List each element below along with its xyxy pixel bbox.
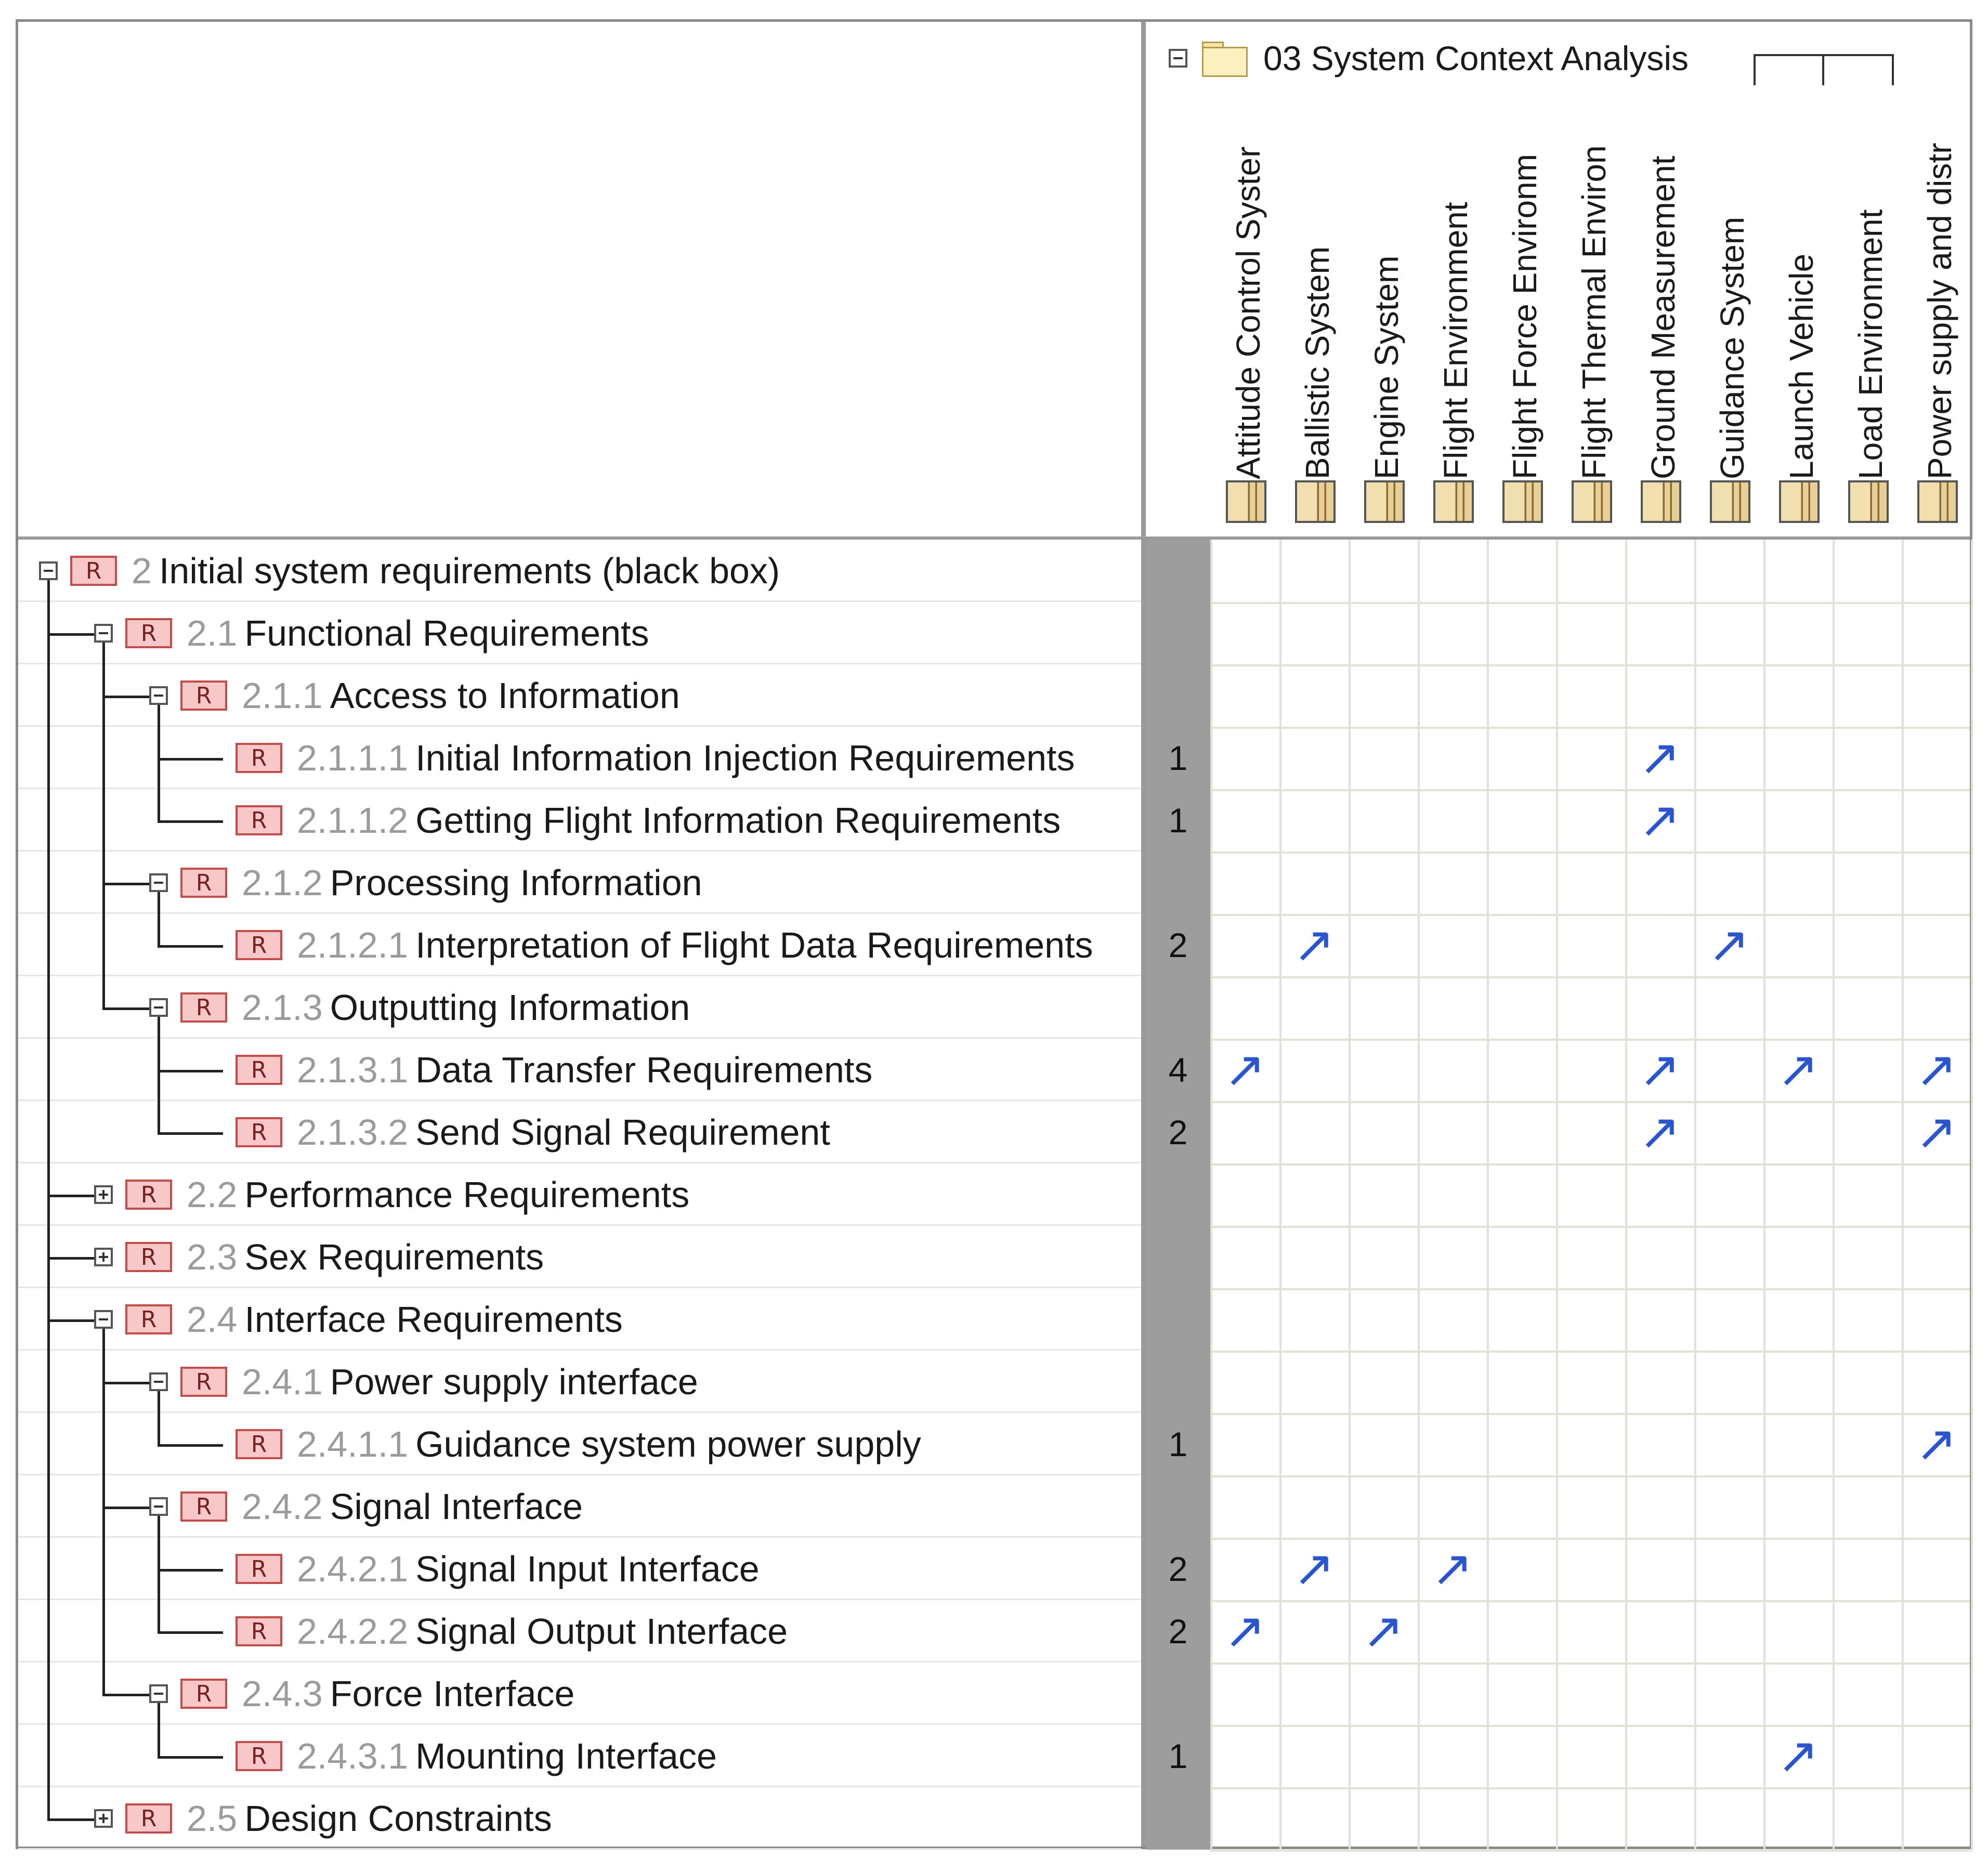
- requirement-title: Mounting Interface: [415, 1736, 717, 1776]
- requirement-number: 2: [132, 551, 152, 591]
- tree-connector: [102, 1507, 149, 1509]
- column-name[interactable]: Guidance System: [1714, 216, 1751, 479]
- block-icon: [1226, 480, 1266, 523]
- requirement-title: Initial system requirements (black box): [159, 551, 780, 591]
- relation-count: 2: [1146, 1101, 1210, 1163]
- requirement-number: 2.1.2: [242, 862, 323, 903]
- relation-arrow-icon[interactable]: ↗: [1639, 1104, 1681, 1160]
- requirement-number: 2.4.3.1: [297, 1736, 409, 1776]
- column-name[interactable]: Ballistic System: [1299, 246, 1336, 479]
- relation-count: 4: [1146, 1039, 1210, 1101]
- row-header[interactable]: [18, 1787, 1217, 1850]
- table-row[interactable]: [18, 540, 1970, 602]
- requirement-number: 2.1.1.1: [297, 738, 409, 778]
- row-header[interactable]: [18, 1475, 1272, 1538]
- requirement-number: 2.3: [187, 1237, 238, 1277]
- tree-connector: [102, 1694, 149, 1696]
- requirement-title: Initial Information Injection Requirements: [415, 738, 1075, 778]
- block-icon: [1502, 480, 1543, 523]
- tree-connector: [158, 1391, 160, 1446]
- table-row[interactable]: [18, 1288, 1970, 1351]
- relation-arrow-icon[interactable]: ↗: [1639, 1042, 1681, 1097]
- requirement-number: 2.4: [187, 1299, 238, 1340]
- tree-connector: [47, 1257, 94, 1260]
- row-header[interactable]: [18, 1226, 1217, 1288]
- relation-arrow-icon[interactable]: ↗: [1293, 917, 1335, 973]
- requirement-title: Outputting Information: [330, 987, 690, 1028]
- column-name[interactable]: Launch Vehicle: [1783, 253, 1820, 479]
- block-icon: [1917, 480, 1958, 523]
- table-row[interactable]: [18, 914, 1970, 976]
- requirement-icon: R: [180, 1679, 227, 1709]
- relation-arrow-icon[interactable]: ↗: [1639, 792, 1681, 848]
- block-icon: [1848, 480, 1889, 523]
- requirement-number: 2.4.2.2: [297, 1611, 409, 1652]
- requirement-number: 2.4.2: [242, 1486, 323, 1527]
- relation-count: 2: [1146, 914, 1210, 976]
- requirement-icon: R: [180, 992, 227, 1023]
- relation-arrow-icon[interactable]: ↗: [1777, 1728, 1819, 1784]
- column-header: [1145, 22, 1970, 540]
- column-name[interactable]: Engine System: [1368, 255, 1405, 479]
- requirement-title: Power supply interface: [330, 1362, 698, 1402]
- requirement-title: Guidance system power supply: [415, 1424, 921, 1464]
- requirement-title: Processing Information: [330, 862, 702, 903]
- expand-icon[interactable]: [94, 1185, 113, 1204]
- package-folder-icon: [1202, 42, 1248, 75]
- relation-count: 1: [1146, 1413, 1210, 1475]
- column-name[interactable]: Flight Environment: [1437, 202, 1474, 479]
- requirement-title: Interpretation of Flight Data Requirements: [415, 925, 1093, 965]
- relation-count: [1146, 1475, 1210, 1538]
- requirement-icon: R: [236, 1741, 282, 1771]
- requirement-icon: R: [236, 930, 282, 960]
- column-name[interactable]: Power supply and distr: [1921, 142, 1958, 479]
- collapse-icon[interactable]: [94, 1310, 113, 1329]
- relation-arrow-icon[interactable]: ↗: [1431, 1541, 1473, 1596]
- table-row[interactable]: [18, 1163, 1970, 1226]
- requirement-title: Signal Input Interface: [415, 1549, 760, 1589]
- relation-count: 2: [1146, 1538, 1210, 1600]
- table-row[interactable]: [18, 1226, 1970, 1288]
- package-connector: [1822, 54, 1824, 85]
- tree-connector: [102, 1329, 105, 1695]
- row-header[interactable]: [18, 1288, 1217, 1351]
- table-row[interactable]: [18, 1538, 1970, 1600]
- requirement-number: 2.4.1.1: [297, 1424, 409, 1464]
- requirement-title: Send Signal Requirement: [415, 1112, 830, 1153]
- relation-count: [1146, 1351, 1210, 1413]
- row-header[interactable]: [18, 852, 1272, 914]
- requirement-icon: R: [236, 805, 282, 835]
- requirement-icon: R: [180, 1491, 227, 1522]
- row-separator: [18, 1848, 1141, 1850]
- row-header[interactable]: [18, 540, 1162, 602]
- tree-connector: [102, 1007, 149, 1010]
- collapse-icon[interactable]: [149, 686, 168, 705]
- collapse-icon[interactable]: [149, 1684, 168, 1703]
- dependency-matrix: [16, 19, 1972, 1849]
- requirement-icon: R: [180, 680, 227, 711]
- tree-connector: [158, 758, 223, 761]
- block-icon: [1779, 480, 1820, 523]
- requirement-number: 2.1.3.1: [297, 1050, 409, 1090]
- requirement-number: 2.1.1.2: [297, 800, 409, 841]
- requirement-number: 2.5: [187, 1798, 238, 1839]
- relation-arrow-icon[interactable]: ↗: [1224, 1603, 1266, 1659]
- collapse-icon[interactable]: [149, 998, 168, 1017]
- column-name[interactable]: Flight Force Environm: [1506, 154, 1544, 479]
- grid-row-line: [1210, 1850, 1970, 1852]
- requirement-title: Design Constraints: [244, 1798, 552, 1839]
- relation-count: 2: [1146, 1600, 1210, 1662]
- requirement-icon: R: [236, 1055, 282, 1085]
- tree-connector: [102, 1382, 149, 1384]
- requirement-title: Sex Requirements: [244, 1237, 544, 1277]
- block-icon: [1710, 480, 1750, 523]
- requirement-icon: R: [125, 1803, 172, 1834]
- requirement-title: Interface Requirements: [244, 1299, 623, 1340]
- relation-arrow-icon[interactable]: ↗: [1777, 1042, 1819, 1097]
- block-icon: [1641, 480, 1681, 523]
- table-row[interactable]: [18, 1413, 1970, 1475]
- block-icon: [1572, 480, 1612, 523]
- table-row[interactable]: [18, 1600, 1970, 1662]
- package-header-row[interactable]: [1169, 32, 1689, 84]
- column-name[interactable]: Load Environment: [1852, 209, 1889, 479]
- relation-count: [1146, 1226, 1210, 1288]
- table-row[interactable]: [18, 1662, 1970, 1725]
- table-row[interactable]: [18, 852, 1970, 914]
- tree-connector: [158, 1703, 160, 1758]
- requirement-icon: R: [125, 1242, 172, 1272]
- row-header[interactable]: [18, 1163, 1217, 1226]
- tree-connector: [158, 1070, 223, 1072]
- tree-connector: [47, 1818, 94, 1821]
- relation-count: [1146, 1662, 1210, 1725]
- requirement-number: 2.1.3.2: [297, 1112, 409, 1153]
- requirement-icon: R: [236, 1616, 282, 1646]
- tree-connector: [158, 892, 160, 947]
- collapse-icon[interactable]: [94, 624, 113, 643]
- requirement-number: 2.4.2.1: [297, 1549, 409, 1589]
- requirement-icon: R: [236, 1429, 282, 1459]
- requirement-number: 2.1.2.1: [297, 925, 409, 965]
- requirement-title: Signal Interface: [330, 1486, 583, 1527]
- table-row[interactable]: [18, 1725, 1970, 1787]
- requirement-icon: R: [70, 556, 117, 586]
- column-name[interactable]: Ground Measurement: [1644, 155, 1682, 479]
- requirement-number: 2.4.1: [242, 1362, 323, 1402]
- tree-connector: [158, 1132, 223, 1135]
- table-row[interactable]: [18, 1475, 1970, 1538]
- package-connector: [1754, 54, 1756, 85]
- relation-arrow-icon[interactable]: ↗: [1224, 1042, 1266, 1097]
- tree-connector: [158, 1569, 223, 1572]
- collapse-icon[interactable]: [149, 1372, 168, 1391]
- relation-count: [1146, 602, 1210, 664]
- relation-count: [1146, 540, 1210, 602]
- row-header[interactable]: [18, 1351, 1272, 1413]
- row-header[interactable]: [18, 602, 1217, 664]
- expand-icon[interactable]: [94, 1248, 113, 1266]
- requirement-icon: R: [236, 1117, 282, 1147]
- relation-count: [1146, 1787, 1210, 1850]
- tree-connector: [158, 1631, 223, 1634]
- relation-arrow-icon[interactable]: ↗: [1293, 1541, 1335, 1596]
- requirement-icon: R: [180, 868, 227, 898]
- column-name[interactable]: Flight Thermal Environ: [1575, 145, 1613, 479]
- tree-connector: [47, 1319, 94, 1322]
- requirement-title: Getting Flight Information Requirements: [415, 800, 1061, 841]
- relation-arrow-icon[interactable]: ↗: [1708, 917, 1750, 973]
- tree-connector: [102, 883, 149, 885]
- requirement-title: Data Transfer Requirements: [415, 1050, 873, 1090]
- matrix-corner: [18, 22, 1145, 540]
- tree-connector: [158, 1017, 160, 1134]
- relation-count: [1146, 1163, 1210, 1226]
- tree-connector: [158, 1756, 223, 1759]
- relation-count: [1146, 976, 1210, 1039]
- table-row[interactable]: [18, 602, 1970, 664]
- tree-connector: [47, 580, 50, 1820]
- grid-column-line: [1971, 540, 1973, 1852]
- collapse-icon[interactable]: [1169, 49, 1187, 68]
- tree-connector: [102, 643, 105, 1009]
- table-row[interactable]: [18, 1351, 1970, 1413]
- relation-count: [1146, 664, 1210, 727]
- tree-connector: [158, 820, 223, 823]
- requirement-icon: R: [125, 618, 172, 648]
- relation-arrow-icon[interactable]: ↗: [1915, 1042, 1957, 1097]
- requirement-title: Signal Output Interface: [415, 1611, 788, 1652]
- tree-connector: [102, 696, 149, 698]
- requirement-title: Force Interface: [330, 1673, 575, 1714]
- requirement-number: 2.4.3: [242, 1673, 323, 1714]
- tree-connector: [47, 633, 94, 636]
- relation-arrow-icon[interactable]: ↗: [1639, 730, 1681, 786]
- relation-arrow-icon[interactable]: ↗: [1362, 1603, 1404, 1659]
- row-header[interactable]: [18, 1662, 1272, 1725]
- requirement-icon: R: [125, 1304, 172, 1334]
- requirement-icon: R: [125, 1180, 172, 1210]
- tree-connector: [158, 945, 223, 948]
- tree-connector: [47, 1195, 94, 1197]
- requirement-icon: R: [236, 743, 282, 773]
- column-name[interactable]: Attitude Control Syster: [1230, 146, 1267, 479]
- tree-connector: [158, 1516, 160, 1633]
- table-row[interactable]: [18, 976, 1970, 1039]
- requirement-number: 2.1: [187, 613, 238, 653]
- collapse-icon[interactable]: [149, 873, 168, 892]
- requirement-number: 2.1.3: [242, 987, 323, 1028]
- requirement-number: 2.1.1: [242, 675, 323, 716]
- relation-count: 1: [1146, 1725, 1210, 1787]
- relation-count: 1: [1146, 789, 1210, 852]
- table-row[interactable]: [18, 664, 1970, 727]
- package-title: 03 System Context Analysis: [1263, 39, 1689, 77]
- relation-count: [1146, 852, 1210, 914]
- collapse-icon[interactable]: [149, 1497, 168, 1516]
- requirement-number: 2.2: [187, 1174, 238, 1215]
- requirement-title: Performance Requirements: [244, 1174, 690, 1215]
- expand-icon[interactable]: [94, 1809, 113, 1828]
- tree-connector: [158, 705, 160, 822]
- package-connector: [1892, 54, 1894, 85]
- requirement-icon: R: [180, 1367, 227, 1397]
- requirement-icon: R: [236, 1554, 282, 1584]
- block-icon: [1433, 480, 1474, 523]
- requirement-title: Functional Requirements: [244, 613, 649, 653]
- block-icon: [1364, 480, 1405, 523]
- block-icon: [1295, 480, 1336, 523]
- row-header[interactable]: [18, 664, 1272, 727]
- relation-arrow-icon[interactable]: ↗: [1915, 1104, 1957, 1160]
- requirement-title: Access to Information: [330, 675, 680, 716]
- relation-arrow-icon[interactable]: ↗: [1915, 1416, 1957, 1472]
- relation-count: [1146, 1288, 1210, 1351]
- row-header[interactable]: [18, 976, 1272, 1039]
- relation-count: 1: [1146, 727, 1210, 789]
- collapse-icon[interactable]: [39, 561, 58, 580]
- tree-connector: [158, 1444, 223, 1447]
- table-row[interactable]: [18, 1787, 1970, 1850]
